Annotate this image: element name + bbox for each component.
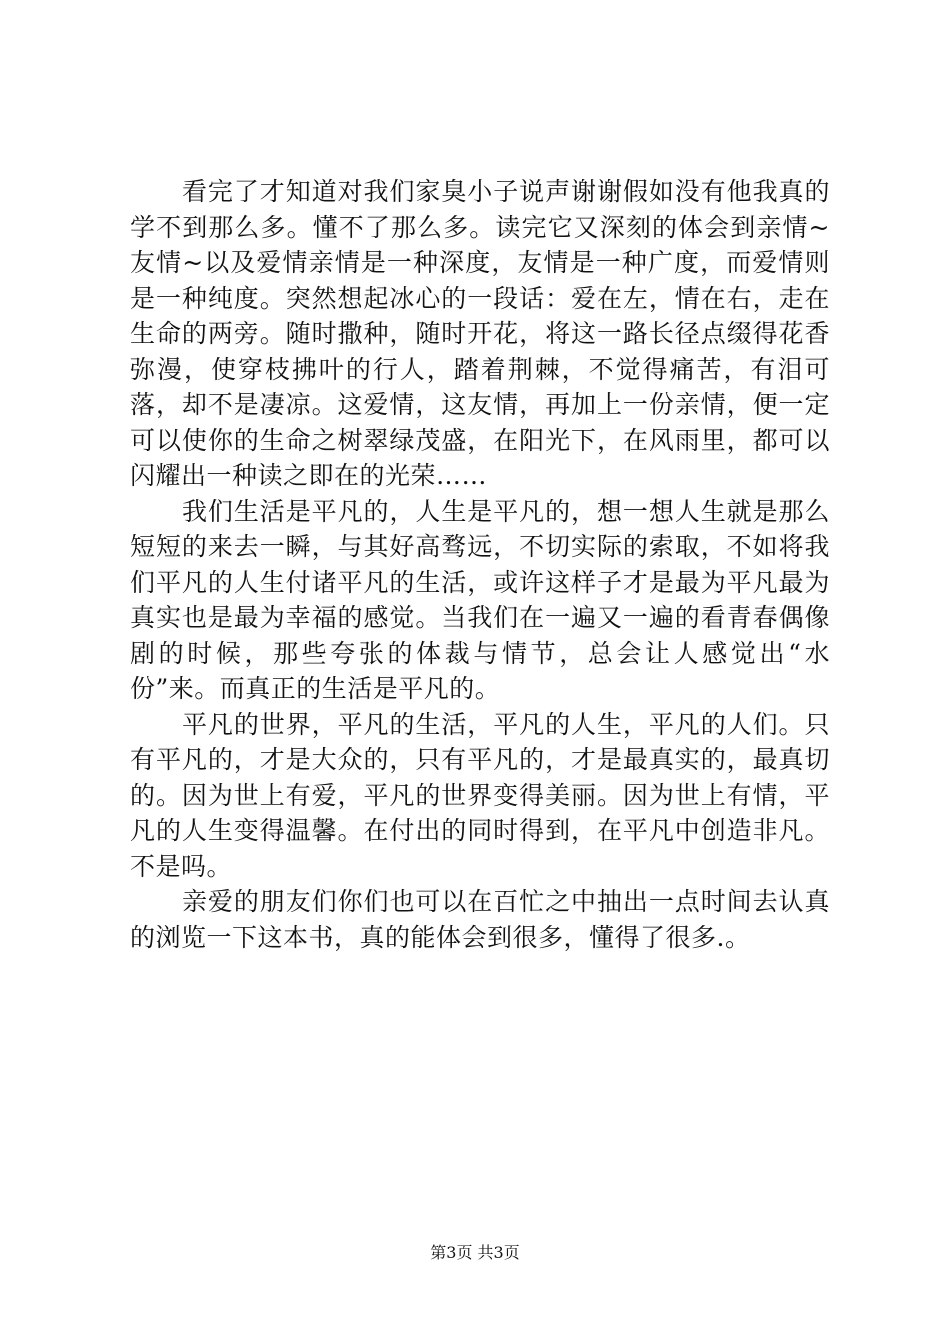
paragraph-4: 亲爱的朋友们你们也可以在百忙之中抽出一点时间去认真的浏览一下这本书，真的能体会到很多，懂得了很多.。 [130, 887, 830, 952]
paragraph-2: 我们生活是平凡的，人生是平凡的，想一想人生就是那么短短的来去一瞬，与其好高骛远，不切实际的索取，不如将我们平凡的人生付诸平凡的生活，或许这样子才是最为平凡最为真实也是最为幸福的感觉。当我们在一遍又一遍的看青春偶像剧的时候，那些夸张的体裁与情节，总会让人感觉出“水份”来。而真正的生活是平凡的。 [130, 496, 830, 703]
page-footer: 第3页 共3页 [430, 1243, 520, 1262]
paragraph-3: 平凡的世界，平凡的生活，平凡的人生，平凡的人们。只有平凡的，才是大众的，只有平凡的，才是最真实的，最真切的。因为世上有爱，平凡的世界变得美丽。因为世上有情，平凡的人生变得温馨。在付出的同时得到，在平凡中创造非凡。不是吗。 [130, 709, 830, 881]
paragraph-1: 看完了才知道对我们家臭小子说声谢谢假如没有他我真的学不到那么多。懂不了那么多。读完它又深刻的体会到亲情~友情~以及爱情亲情是一种深度，友情是一种广度，而爱情则是一种纯度。突然想起冰心的一段话：爱在左，情在右，走在生命的两旁。随时撒种，随时开花，将这一路长径点缀得花香弥漫，使穿枝拂叶的行人，踏着荆棘，不觉得痛苦，有泪可落，却不是凄凉。这爱情，这友情，再加上一份亲情，便一定可以使你的生命之树翠绿茂盛，在阳光下，在风雨里，都可以闪耀出一种读之即在的光荣…… [130, 177, 830, 490]
document-body [130, 174, 830, 955]
